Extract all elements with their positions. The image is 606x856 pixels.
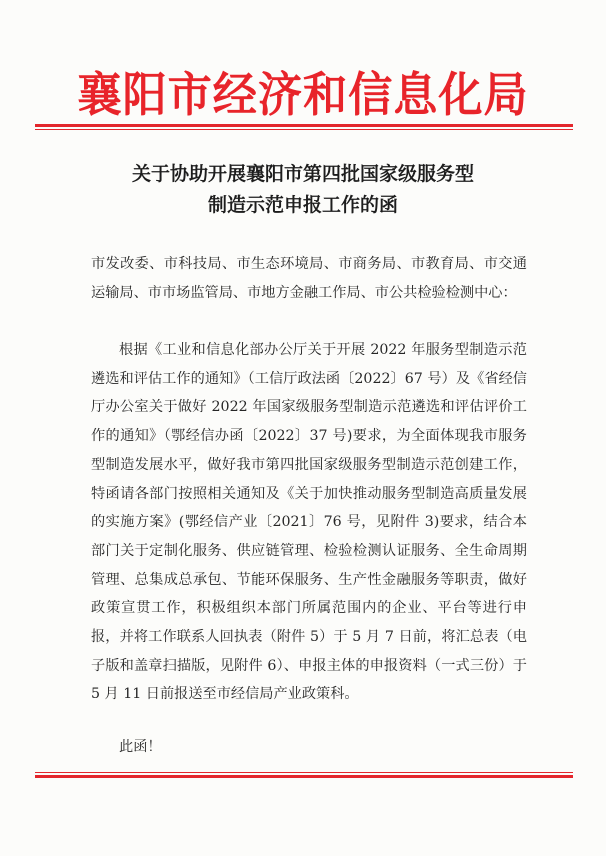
footer-rule-thin bbox=[35, 772, 573, 773]
letterhead-rule-thin bbox=[35, 129, 573, 130]
body-paragraph: 根据《工业和信息化部办公厅关于开展 2022 年服务型制造示范遴选和评估工作的通知》（工信厅政法函〔2022〕67 号）及《省经信厅办公室关于做好 2022 年国家级服务型制造示范遴选和评估评价工作的通知》（鄂经信办函〔2022〕37 号)要求，为全面体现我市服务型制造发展水平，做好我市第四批国家级服务型制造示范创建工作，特函请各部门按照相关通知及《关于加快推动服务型制造高质量发展的实施方案》(鄂经信产业〔2021〕76 号，见附件 3)要求，结合本部门关于定制化服务、供应链管理、检验检测认证服务、全生命周期管理、总集成总承包、节能环保服务、生产性金融服务等职责，做好政策宣贯工作，积极组织本部门所属范围内的企业、平台等进行申报，并将工作联系人回执表（附件 5）于 5 月 7 日前，将汇总表（电子版和盖章扫描版，见附件 6）、申报主体的申报资料（一式三份）于 5 月 11 日前报送至市经信局产业政策科。 bbox=[91, 342, 527, 703]
letterhead-rule-thick bbox=[35, 124, 573, 127]
letterhead-title: 襄阳市经济和信息化局 bbox=[77, 68, 529, 123]
closing-line: 此函！ bbox=[119, 739, 162, 755]
footer-rule-thick bbox=[35, 775, 573, 778]
document-title-line2: 制造示范申报工作的函 bbox=[207, 194, 398, 216]
recipients-paragraph: 市发改委、市科技局、市生态环境局、市商务局、市教育局、市交通运输局、市市场监管局、市地方金融工作局、市公共检验检测中心： bbox=[91, 256, 527, 301]
document-title-line1: 关于协助开展襄阳市第四批国家级服务型 bbox=[131, 163, 474, 185]
